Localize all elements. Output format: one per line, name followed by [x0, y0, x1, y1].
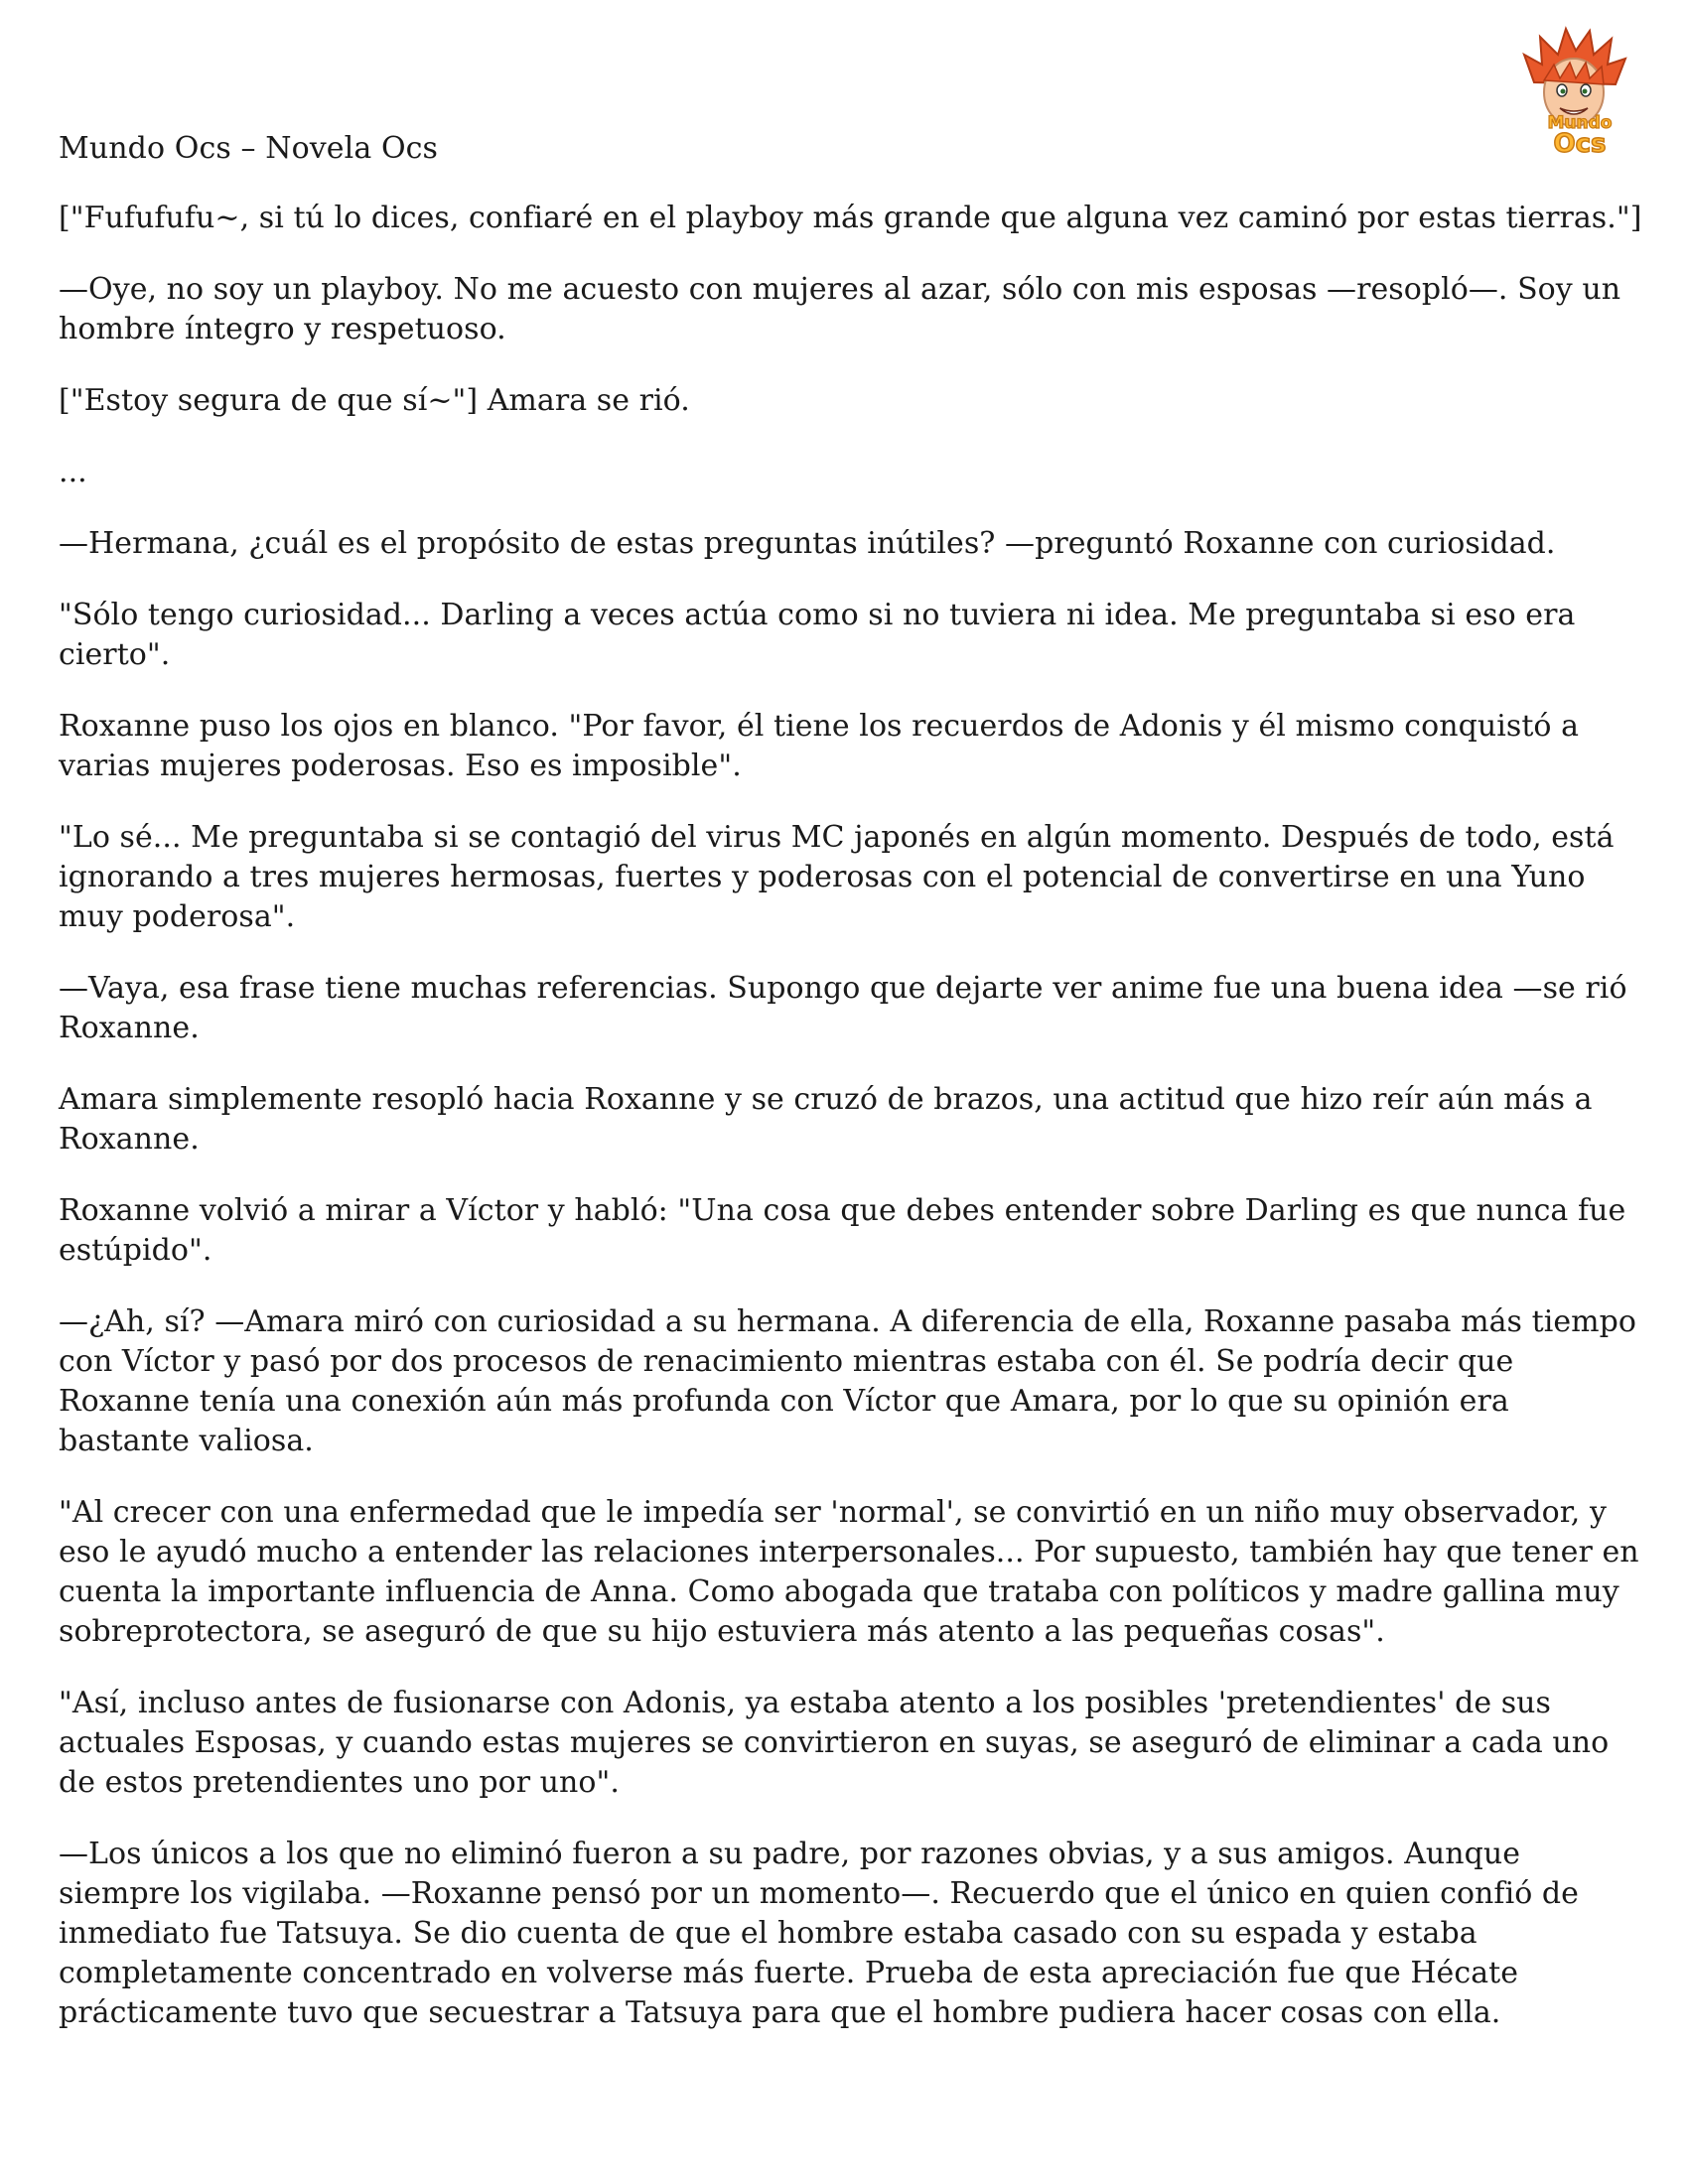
paragraph-10: Amara simplemente resopló hacia Roxanne y se cruzó de brazos, una actitud que hizo reír aún más a Roxanne.	[59, 1082, 1593, 1157]
paragraph-12: —¿Ah, sí? —Amara miró con curiosidad a su hermana. A diferencia de ella, Roxanne pasaba más tiempo con Víctor y pasó por dos procesos de renacimiento mientras estaba con él. Se podría decir que Roxanne tenía una conexión aún más profunda con Víctor que Amara, por lo que su opinión era bastante valiosa.	[59, 1304, 1637, 1458]
paragraph-3: ["Estoy segura de que sí~"] Amara se rió.	[59, 383, 690, 418]
document-body	[59, 129, 1647, 2065]
paragraph-11: Roxanne volvió a mirar a Víctor y habló: "Una cosa que debes entender sobre Darling es que nunca fue estúpido".	[59, 1193, 1626, 1268]
paragraph-15: —Los únicos a los que no eliminó fueron a su padre, por razones obvias, y a sus amigos. Aunque siempre los vigilaba. —Roxanne pensó por un momento—. Recuerdo que el único en quien confió de inmediato fue Tatsuya. Se dio cuenta de que el hombre estaba casado con su espada y estaba completamente concentrado en volverse más fuerte. Prueba de esta apreciación fue que Hécate prácticamente tuvo que secuestrar a Tatsuya para que el hombre pudiera hacer cosas con ella.	[59, 1837, 1579, 2030]
paragraph-9: —Vaya, esa frase tiene muchas referencias. Supongo que dejarte ver anime fue una buena idea —se rió Roxanne.	[59, 971, 1627, 1045]
paragraph-4: ...	[59, 455, 87, 489]
svg-text:Ocs: Ocs	[1553, 129, 1607, 159]
paragraph-8: "Lo sé... Me preguntaba si se contagió del virus MC japonés en algún momento. Después de todo, está ignorando a tres mujeres hermosas, fuertes y poderosas con el potencial de convertirse en una Yuno muy poderosa".	[59, 820, 1615, 934]
svg-text:Mundo: Mundo	[1547, 113, 1613, 133]
document-header: Mundo Ocs – Novela Ocs	[59, 131, 439, 166]
paragraph-5: —Hermana, ¿cuál es el propósito de estas preguntas inútiles? —preguntó Roxanne con curiosidad.	[59, 526, 1556, 561]
paragraph-1: ["Fufufufu~, si tú lo dices, confiaré en el playboy más grande que alguna vez caminó por estas tierras."]	[59, 201, 1642, 235]
paragraph-2: —Oye, no soy un playboy. No me acuesto con mujeres al azar, sólo con mis esposas —resopló—. Soy un hombre íntegro y respetuoso.	[59, 272, 1621, 346]
paragraph-14: "Así, incluso antes de fusionarse con Adonis, ya estaba atento a los posibles 'pretendientes' de sus actuales Esposas, y cuando estas mujeres se convirtieron en suyas, se aseguró de eliminar a cada uno de estos pretendientes uno por uno".	[59, 1686, 1610, 1800]
paragraph-13: "Al crecer con una enfermedad que le impedía ser 'normal', se convirtió en un niño muy observador, y eso le ayudó mucho a entender las relaciones interpersonales... Por supuesto, también hay que tener en cuenta la importante influencia de Anna. Como abogada que trataba con políticos y madre gallina muy sobreprotectora, se aseguró de que su hijo estuviera más atento a las pequeñas cosas".	[59, 1495, 1639, 1649]
paragraph-6: "Sólo tengo curiosidad... Darling a veces actúa como si no tuviera ni idea. Me preguntaba si eso era cierto".	[59, 598, 1576, 672]
paragraph-7: Roxanne puso los ojos en blanco. "Por favor, él tiene los recuerdos de Adonis y él mismo conquistó a varias mujeres poderosas. Eso es imposible".	[59, 709, 1580, 783]
